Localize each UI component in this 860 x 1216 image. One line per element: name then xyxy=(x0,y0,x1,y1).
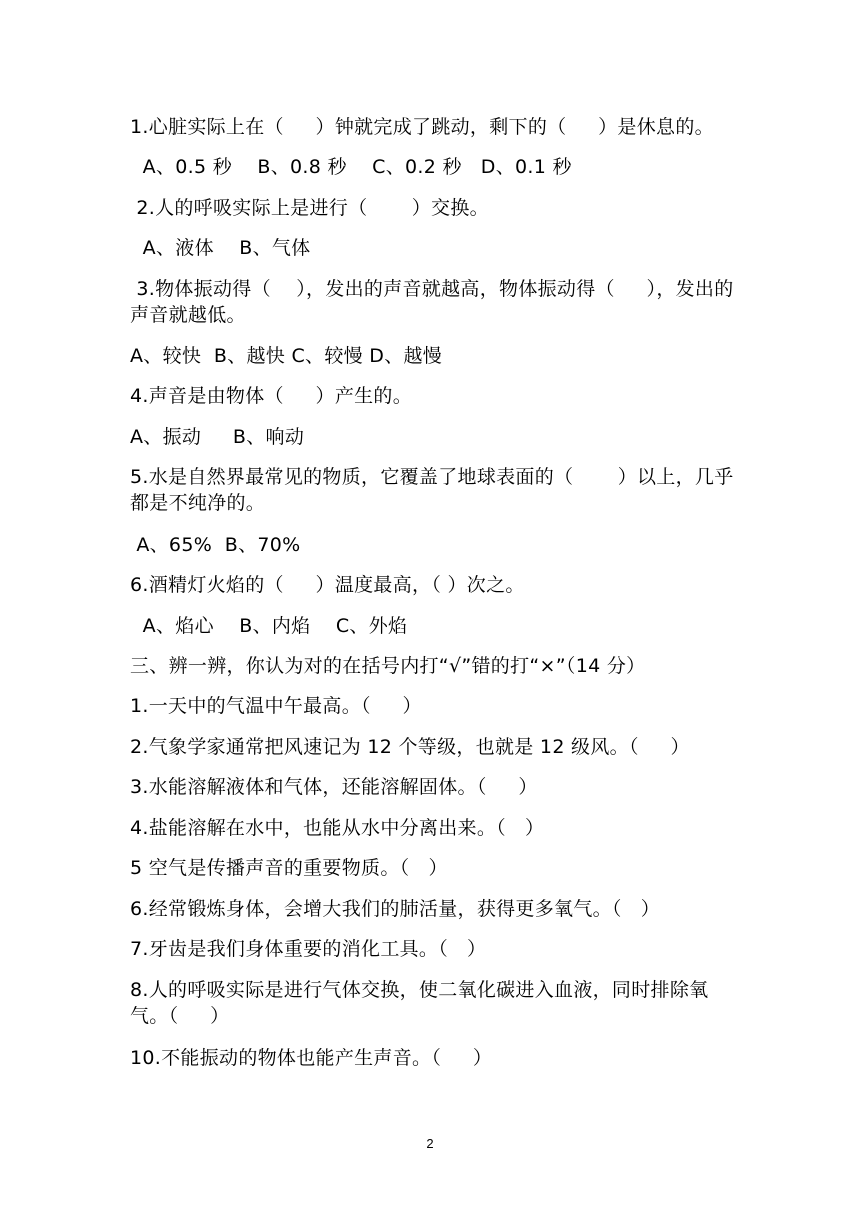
page-number: 2 xyxy=(426,1136,434,1151)
question-6-options: A、焰心 B、内焰 C、外焰 xyxy=(130,615,408,637)
question-3: 3.物体振动得（ ），发出的声音就越高，物体振动得（ ），发出的声音就越低。 xyxy=(130,278,734,326)
judgement-6: 6.经常锻炼身体，会增大我们的肺活量，获得更多氧气。（ ） xyxy=(130,898,661,920)
judgement-10: 10.不能振动的物体也能产生声音。（ ） xyxy=(130,1047,493,1069)
question-4: 4.声音是由物体（ ）产生的。 xyxy=(130,385,413,407)
section-3-title: 三、辨一辨，你认为对的在括号内打“√”错的打“×”（14 分） xyxy=(130,655,646,677)
question-1-options: A、0.5 秒 B、0.8 秒 C、0.2 秒 D、0.1 秒 xyxy=(130,156,572,178)
judgement-8: 8.人的呼吸实际是进行气体交换，使二氧化碳进入血液，同时排除氧气。（ ） xyxy=(130,979,709,1027)
judgement-4: 4.盐能溶解在水中，也能从水中分离出来。（ ） xyxy=(130,817,545,839)
judgement-1: 1.一天中的气温中午最高。（ ） xyxy=(130,695,422,717)
question-1: 1.心脏实际上在（ ）钟就完成了跳动，剩下的（ ）是休息的。 xyxy=(130,116,714,138)
judgement-5: 5 空气是传播声音的重要物质。（ ） xyxy=(130,857,448,879)
question-5: 5.水是自然界最常见的物质，它覆盖了地球表面的（ ）以上，几乎都是不纯净的。 xyxy=(130,466,734,514)
question-2-options: A、液体 B、气体 xyxy=(130,237,311,259)
judgement-2: 2.气象学家通常把风速记为 12 个等级，也就是 12 级风。（ ） xyxy=(130,736,690,758)
question-5-options: A、65% B、70% xyxy=(130,534,301,556)
question-3-options: A、较快 B、越快 C、较慢 D、越慢 xyxy=(130,345,443,367)
judgement-7: 7.牙齿是我们身体重要的消化工具。（ ） xyxy=(130,938,487,960)
question-4-options: A、振动 B、响动 xyxy=(130,426,305,448)
judgement-3: 3.水能溶解液体和气体，还能溶解固体。（ ） xyxy=(130,776,538,798)
question-2: 2.人的呼吸实际上是进行（ ）交换。 xyxy=(130,197,489,219)
question-6: 6.酒精灯火焰的（ ）温度最高，（ ）次之。 xyxy=(130,574,525,596)
